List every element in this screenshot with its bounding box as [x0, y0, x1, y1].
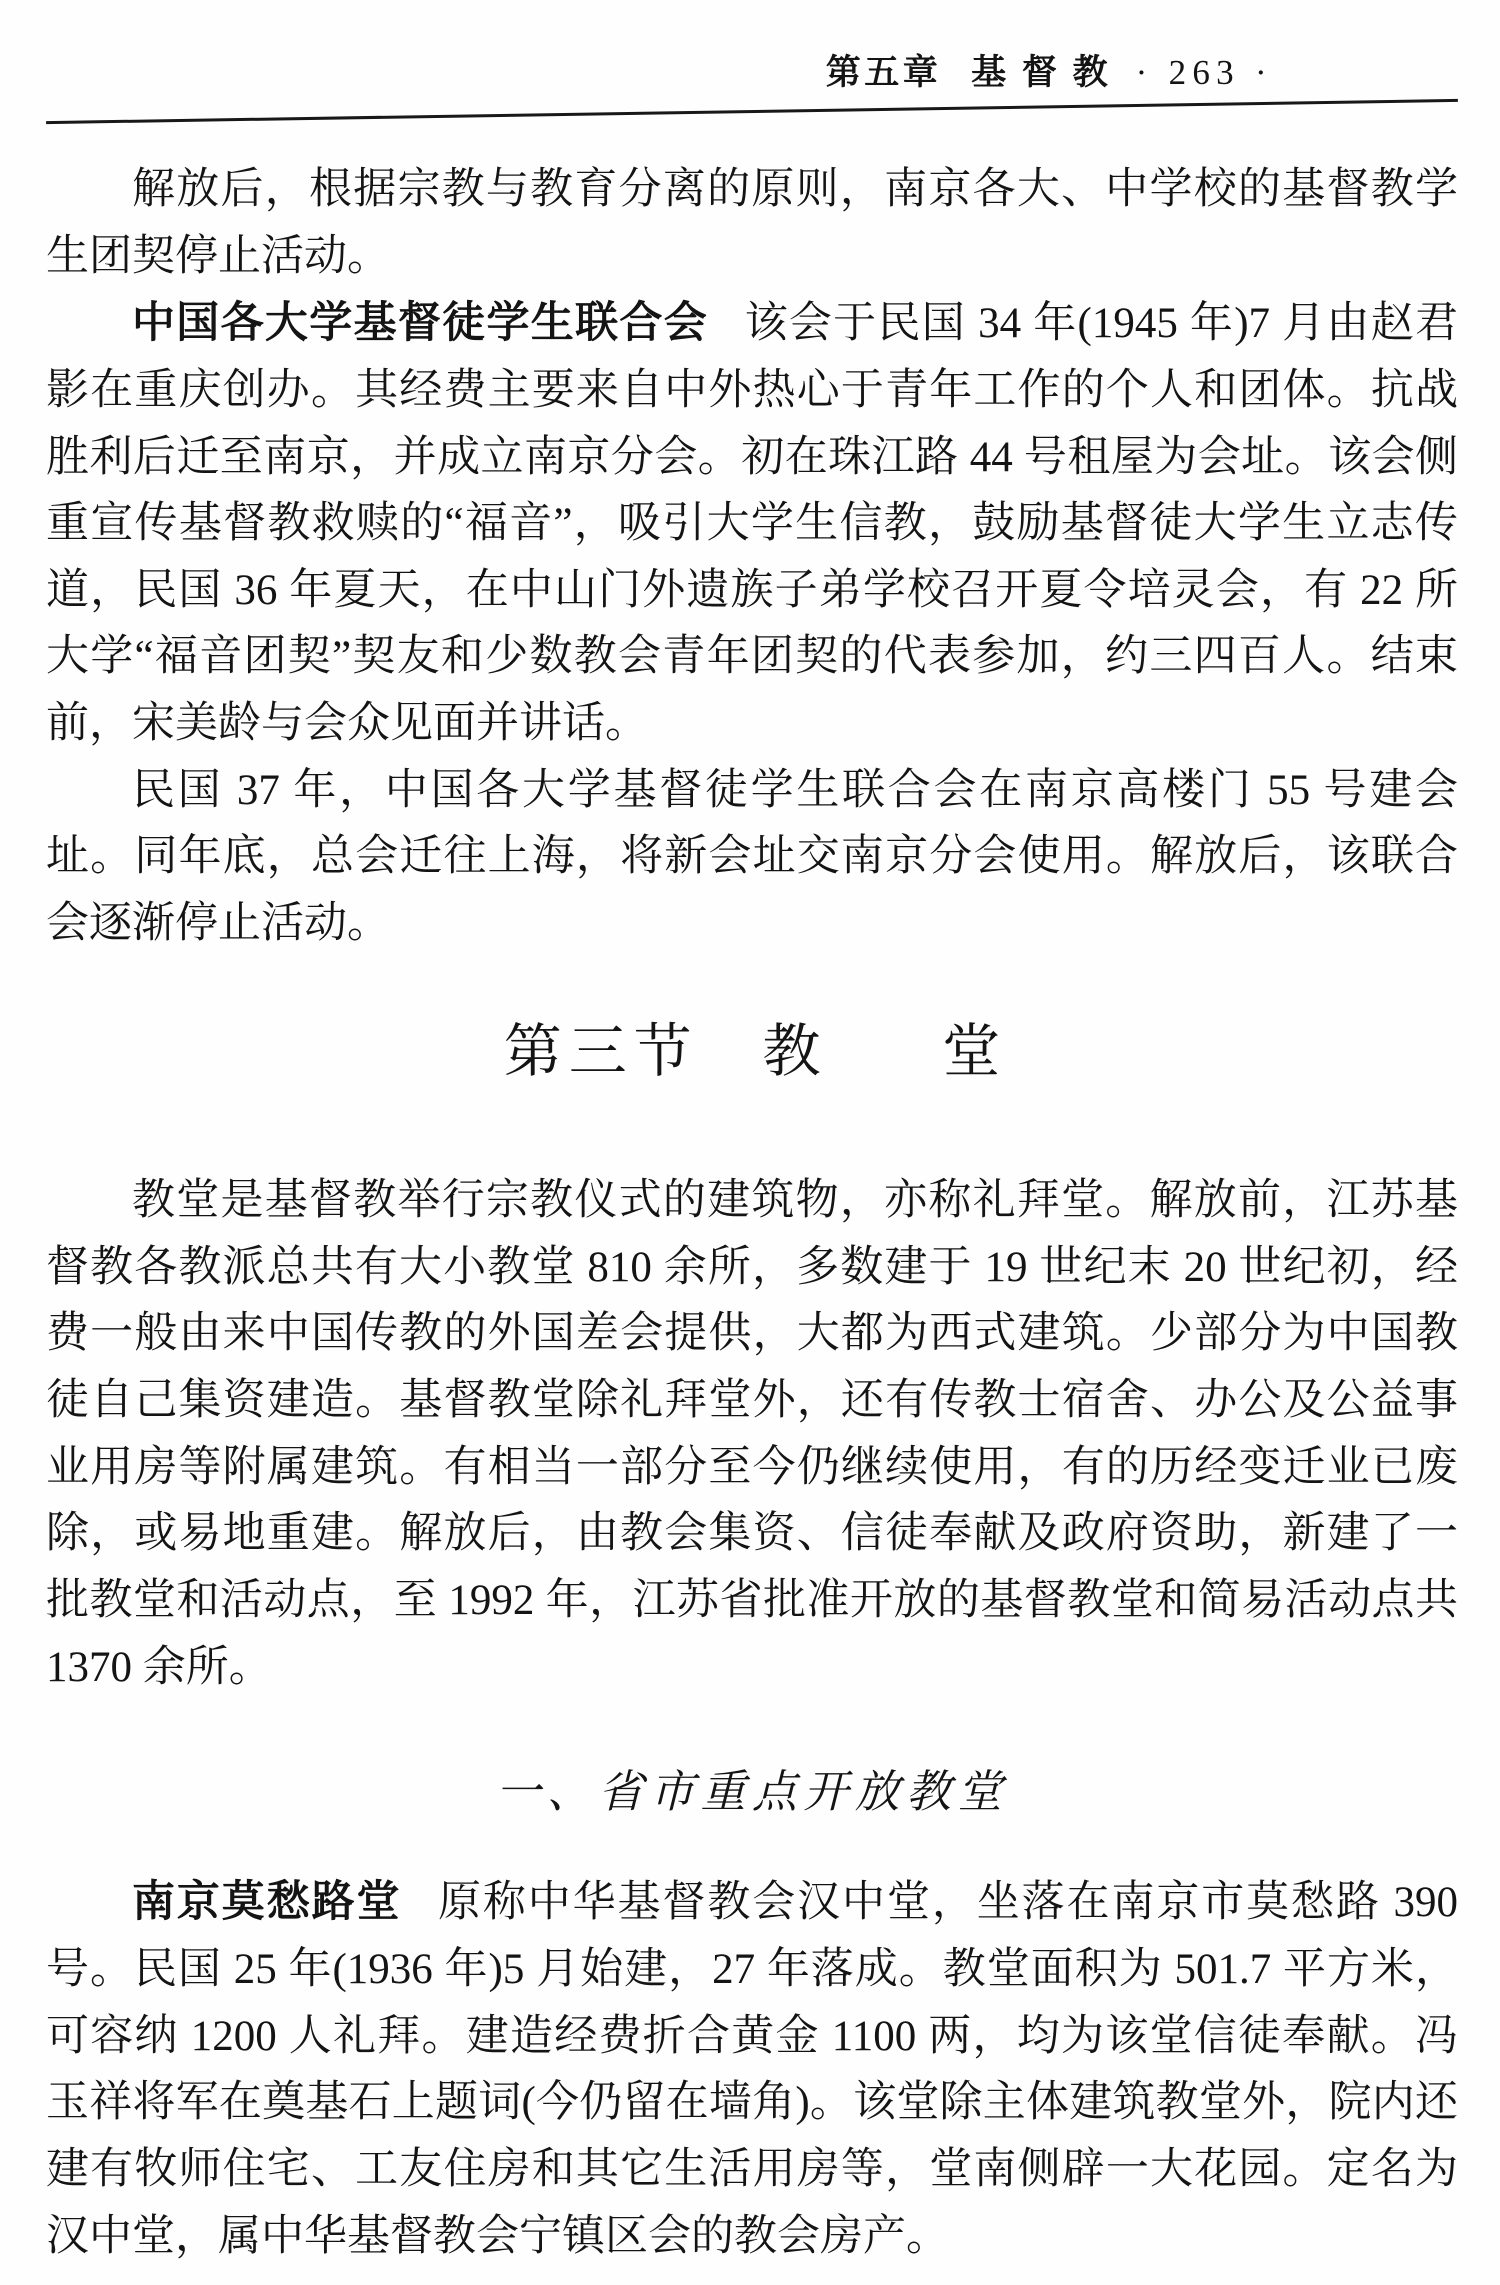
header-page-number: · 263 · [1135, 53, 1273, 92]
paragraph-lead-mochou-road-church: 南京莫愁路堂 [132, 1878, 402, 1927]
paragraph-text: 原称中华基督教会汉中堂，坐落在南京市莫愁路 390 号。民国 25 年(1936 年)5 月始建，27 年落成。教堂面积为 501.7 平方米，可容纳 1200 人礼拜。建造经费折合黄金 1100 两，均为该堂信徒奉献。冯玉祥将军在奠基石上题词(今仍留在墙角)。该堂除主体建筑教堂外，院内还建有牧师住宅、工友住房和其它生活用房等，堂南侧辟一大花园。定名为汉中堂，属中华基督教会宁镇区会的教会房产。 [46, 1879, 1459, 2260]
header-chapter: 第五章 [825, 53, 942, 92]
paragraph-churches-intro [46, 1168, 1458, 1701]
header-section-title: 基督教 [971, 53, 1124, 92]
section-number: 第三节 [503, 1018, 699, 1084]
header-rule [46, 99, 1458, 124]
paragraph-mochou-road-church [46, 1869, 1458, 2270]
paragraph-lead-student-union: 中国各大学基督徒学生联合会 [132, 299, 709, 348]
paragraph-union-relocation [46, 758, 1458, 958]
page-header [46, 52, 1458, 94]
paragraph-fellowship-end [46, 157, 1458, 290]
paragraph-student-union [46, 290, 1458, 757]
section-heading [46, 1016, 1458, 1089]
paragraph-text: 解放后，根据宗教与教育分离的原则，南京各大、中学校的基督教学生团契停止活动。 [46, 166, 1458, 280]
paragraph-text: 该会于民国 34 年(1945 年)7 月由赵君影在重庆创办。其经费主要来自中外热心于青年工作的个人和团体。抗战胜利后迁至南京，并成立南京分会。初在珠江路 44 号租屋为会址。该会侧重宣传基督教救赎的“福音”，吸引大学生信教，鼓励基督徒大学生立志传道，民国 36 年夏天，在中山门外遗族子弟学校召开夏令培灵会，有 22 所大学“福音团契”契友和少数教会青年团契的代表参加，约三四百人。结束前，宋美龄与会众见面并讲话。 [46, 300, 1459, 748]
paragraph-text: 教堂是基督教举行宗教仪式的建筑物，亦称礼拜堂。解放前，江苏基督教各教派总共有大小教堂 810 余所，多数建于 19 世纪末 20 世纪初，经费一般由来中国传教的外国差会提供，大都为西式建筑。少部分为中国教徒自己集资建造。基督教堂除礼拜堂外，还有传教士宿舍、办公及公益事业用房等附属建筑。有相当一部分至今仍继续使用，有的历经变迁业已废除，或易地重建。解放后，由教会集资、信徒奉献及政府资助，新建了一批教堂和活动点，至 1992 年，江苏省批准开放的基督教堂和简易活动点共 1370 余所。 [46, 1177, 1458, 1691]
page-body [46, 157, 1458, 2270]
section-title: 教堂 [762, 1018, 1123, 1084]
subsection-heading: 一、省市重点开放教堂 [495, 1767, 1009, 1818]
paragraph-text: 民国 37 年，中国各大学基督徒学生联合会在南京高楼门 55 号建会址。同年底，总会迁往上海，将新会址交南京分会使用。解放后，该联合会逐渐停止活动。 [46, 766, 1458, 948]
